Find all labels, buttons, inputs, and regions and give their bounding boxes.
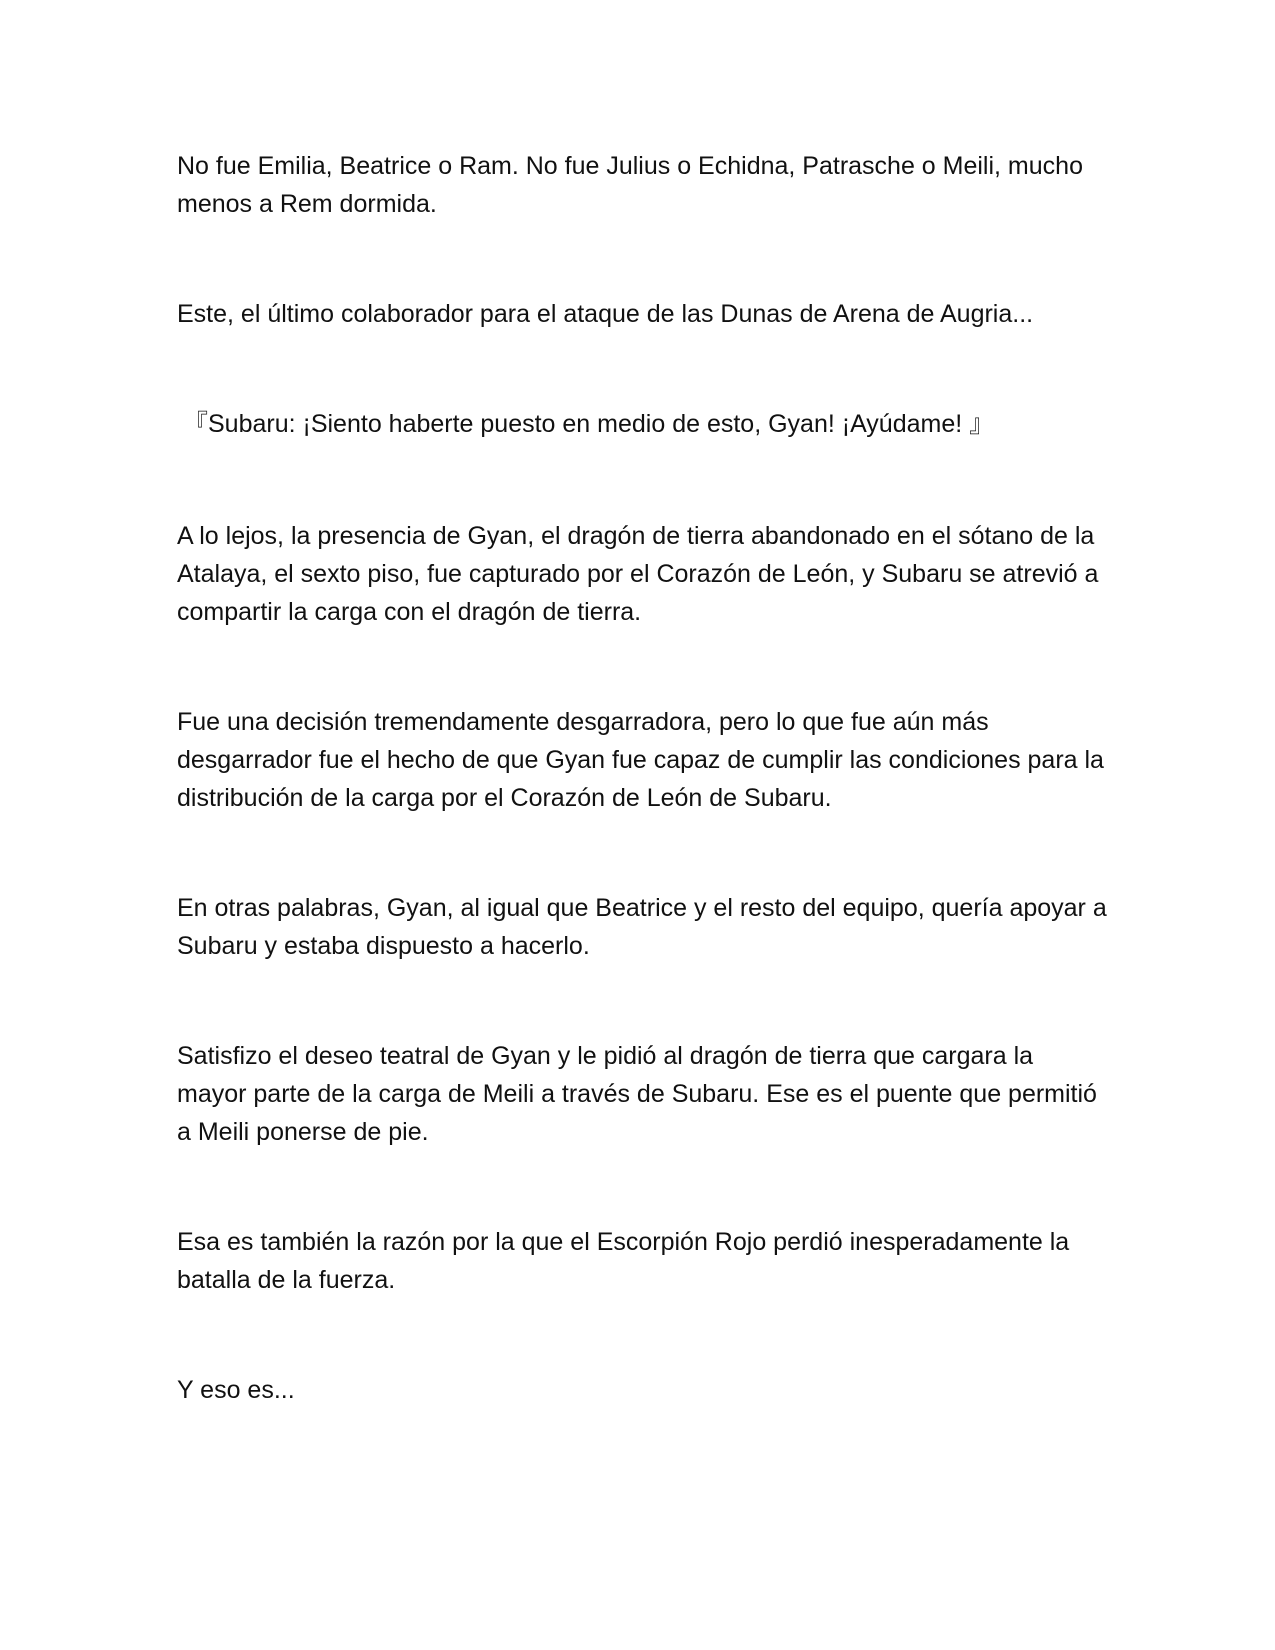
paragraph-4: A lo lejos, la presencia de Gyan, el dragón de tierra abandonado en el sótano de la Atalaya, el sexto piso, fue capturado por el Corazón de León, y Subaru se atrevió a compartir la carga con el dragón de tierra. — [177, 522, 1099, 626]
text-column — [177, 147, 1107, 1481]
paragraph-5: Fue una decisión tremendamente desgarradora, pero lo que fue aún más desgarrador fue el hecho de que Gyan fue capaz de cumplir las condiciones para la distribución de la carga por el Corazón de León de Subaru. — [177, 708, 1104, 812]
paragraph-8: Esa es también la razón por la que el Escorpión Rojo perdió inesperadamente la batalla de la fuerza. — [177, 1228, 1070, 1294]
paragraph-2: Este, el último colaborador para el ataque de las Dunas de Arena de Augria... — [177, 300, 1034, 328]
paragraph-9: Y eso es... — [177, 1376, 295, 1404]
paragraph-7: Satisfizo el deseo teatral de Gyan y le pidió al dragón de tierra que cargara la mayor parte de la carga de Meili a través de Subaru. Ese es el puente que permitió a Meili ponerse de pie. — [177, 1042, 1097, 1146]
paragraph-1: No fue Emilia, Beatrice o Ram. No fue Julius o Echidna, Patrasche o Meili, mucho menos a Rem dormida. — [177, 152, 1083, 218]
dialogue-line: 『Subaru: ¡Siento haberte puesto en medio de esto, Gyan! ¡Ayúdame! 』 — [183, 410, 995, 438]
paragraph-6: En otras palabras, Gyan, al igual que Beatrice y el resto del equipo, quería apoyar a Subaru y estaba dispuesto a hacerlo. — [177, 894, 1107, 960]
